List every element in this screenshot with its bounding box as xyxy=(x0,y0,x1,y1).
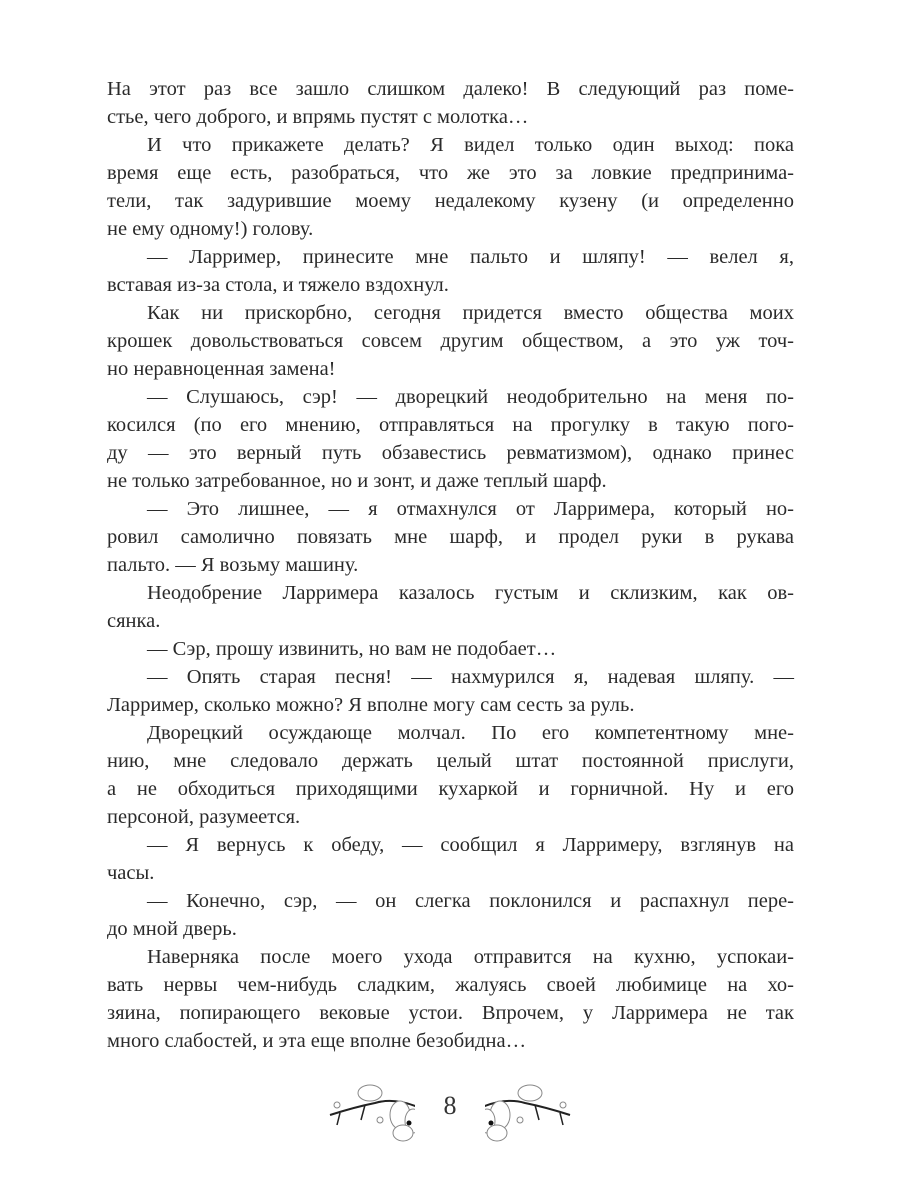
text-line: время еще есть, разобраться, что же это за ловкие предпринима- xyxy=(107,162,794,184)
text-line: вставая из-за стола, и тяжело вздохнул. xyxy=(107,274,449,296)
text-line: зяина, попирающего вековые устои. Впрочем, у Ларримера не так xyxy=(107,1002,794,1024)
text-line: Как ни прискорбно, сегодня придется вместо общества моих xyxy=(147,302,794,324)
text-line: пальто. — Я возьму машину. xyxy=(107,554,359,576)
text-line: — Опять старая песня! — нахмурился я, надевая шляпу. — xyxy=(147,666,794,688)
text-line: — Это лишнее, — я отмахнулся от Ларримера, который но- xyxy=(147,498,794,520)
page-number: 8 xyxy=(443,1091,457,1120)
text-line: Наверняка после моего ухода отправится на кухню, успокаи- xyxy=(147,946,794,968)
magnolia-ornament-right-icon xyxy=(485,1075,575,1145)
text-line: персоной, разумеется. xyxy=(107,806,301,828)
text-line: — Сэр, прошу извинить, но вам не подобает… xyxy=(147,638,557,660)
text-line: много слабостей, и эта еще вполне безобидна… xyxy=(107,1030,527,1052)
text-line: Ларример, сколько можно? Я вполне могу сам сесть за руль. xyxy=(107,694,635,716)
text-line: но неравноценная замена! xyxy=(107,358,336,380)
text-line: тели, так задурившие моему недалекому кузену (и определенно xyxy=(107,190,794,212)
text-line: ду — это верный путь обзавестись ревматизмом), однако принес xyxy=(107,442,794,464)
text-line: вать нервы чем-нибудь сладким, жалуясь своей любимице на хо- xyxy=(107,974,794,996)
text-line: — Конечно, сэр, — он слегка поклонился и распахнул пере- xyxy=(147,890,794,912)
text-line: Неодобрение Ларримера казалось густым и склизким, как ов- xyxy=(147,582,794,604)
text-line: сянка. xyxy=(107,610,161,632)
text-line: не ему одному!) голову. xyxy=(107,218,314,240)
text-line: часы. xyxy=(107,862,155,884)
text-line: — Я вернусь к обеду, — сообщил я Ларримеру, взглянув на xyxy=(147,834,794,856)
text-line: ровил самолично повязать мне шарф, и продел руки в рукава xyxy=(107,526,794,548)
text-line: — Ларример, принесите мне пальто и шляпу! — велел я, xyxy=(147,246,794,268)
page-body-text xyxy=(107,75,794,1055)
text-line: а не обходиться приходящими кухаркой и горничной. Ну и его xyxy=(107,778,794,800)
text-line: Дворецкий осуждающе молчал. По его компетентному мне- xyxy=(147,722,794,744)
text-line: до мной дверь. xyxy=(107,918,237,940)
text-line: И что прикажете делать? Я видел только один выход: пока xyxy=(147,134,794,156)
text-line: нию, мне следовало держать целый штат постоянной прислуги, xyxy=(107,750,794,772)
text-line: — Слушаюсь, сэр! — дворецкий неодобрительно на меня по- xyxy=(147,386,794,408)
text-line: крошек довольствоваться совсем другим обществом, а это уж точ- xyxy=(107,330,794,352)
magnolia-ornament-left-icon xyxy=(325,1075,415,1145)
text-line: стье, чего доброго, и впрямь пустят с молотка… xyxy=(107,106,529,128)
text-line: На этот раз все зашло слишком далеко! В следующий раз поме- xyxy=(107,78,794,100)
text-line: не только затребованное, но и зонт, и даже теплый шарф. xyxy=(107,470,607,492)
text-line: косился (по его мнению, отправляться на прогулку в такую пого- xyxy=(107,414,794,436)
page-footer xyxy=(0,1075,900,1145)
